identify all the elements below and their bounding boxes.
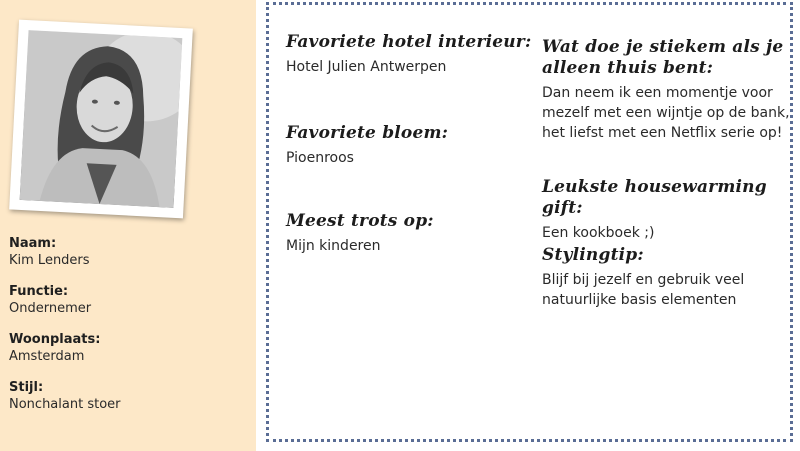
answer: Mijn kinderen	[286, 238, 381, 254]
answer: Een kookboek ;)	[542, 225, 655, 241]
answer-line: Blijf bij jezelf en gebruik veel	[542, 272, 745, 288]
answer-line: het liefst met een Netflix serie op!	[542, 125, 783, 141]
question: Favoriete hotel interieur:	[286, 32, 532, 52]
fact-label: Woonplaats:	[9, 332, 101, 347]
fact-residence	[9, 332, 249, 365]
fact-value: Nonchalant stoer	[9, 397, 121, 412]
qa-gift	[542, 177, 790, 243]
fact-function	[9, 284, 249, 317]
fact-label: Naam:	[9, 236, 57, 251]
fact-label: Stijl:	[9, 380, 44, 395]
qa-secret	[542, 37, 790, 143]
fact-value: Kim Lenders	[9, 253, 90, 268]
fact-value: Ondernemer	[9, 301, 92, 316]
answer-line: mezelf met een wijntje op de bank,	[542, 105, 790, 121]
question: Favoriete bloem:	[286, 123, 449, 143]
fact-name	[9, 236, 249, 269]
answer: Hotel Julien Antwerpen	[286, 59, 447, 75]
portrait-photo	[20, 30, 183, 208]
fact-value: Amsterdam	[9, 349, 85, 364]
profile-sidebar	[0, 0, 256, 451]
portrait-illustration	[20, 30, 183, 208]
answer	[542, 83, 790, 143]
qa-stylingtip	[542, 245, 744, 310]
question: Leukste housewarming gift:	[542, 177, 767, 218]
qa-proud	[286, 211, 434, 256]
answer-line: Dan neem ik een momentje voor	[542, 85, 773, 101]
answer	[542, 270, 744, 310]
answer-line: natuurlijke basis elementen	[542, 292, 737, 308]
question: Wat doe je stiekem als je	[542, 37, 784, 57]
fact-label: Functie:	[9, 284, 69, 299]
question: alleen thuis bent:	[542, 58, 714, 78]
polaroid-frame	[9, 20, 193, 219]
qa-flower	[286, 123, 448, 168]
profile-facts	[9, 236, 249, 428]
question: Stylingtip:	[542, 245, 644, 265]
answer: Pioenroos	[286, 150, 354, 166]
interview-card	[266, 2, 793, 442]
question: Meest trots op:	[286, 211, 434, 231]
qa-hotel	[286, 32, 531, 77]
fact-style	[9, 380, 249, 413]
